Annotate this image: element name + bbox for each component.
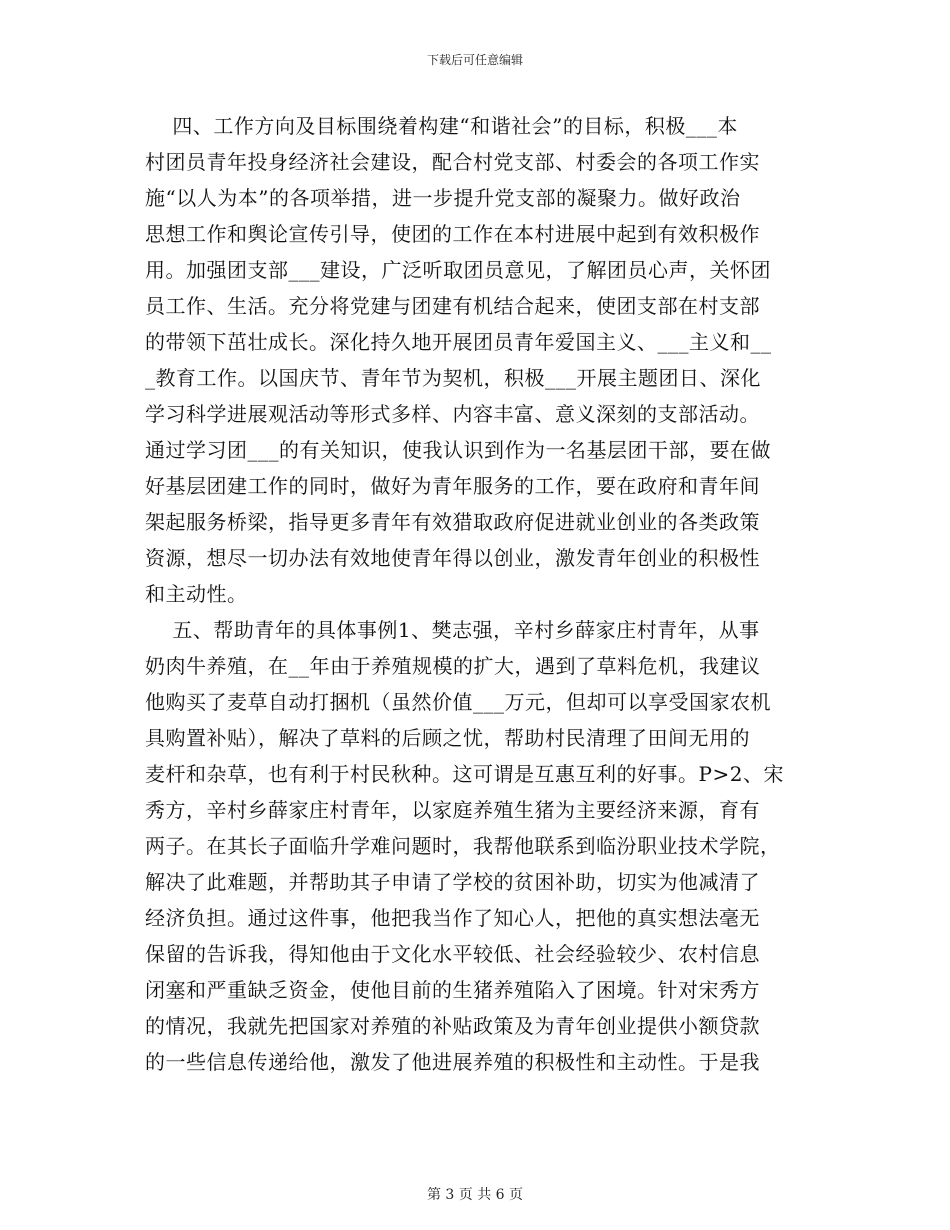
body-line: 闭塞和严重缺乏资金，使他目前的生猪养殖陷入了困境。针对宋秀方: [145, 978, 760, 1002]
body-line: 员工作、生活。充分将党建与团建有机结合起来，使团支部在村支部: [145, 294, 760, 318]
body-line: 他购买了麦草自动打捆机（虽然价值___万元，但却可以享受国家农机: [145, 690, 771, 714]
body-line: 学习科学进展观活动等形式多样、内容丰富、意义深刻的支部活动。: [145, 402, 760, 426]
body-line: 和主动性。: [145, 582, 248, 606]
body-line: 秀方，辛村乡薛家庄村青年，以家庭养殖生猪为主要经济来源，育有: [145, 798, 760, 822]
body-line: 解决了此难题，并帮助其子申请了学校的贫困补助，切实为他减清了: [145, 870, 760, 894]
body-line: 思想工作和舆论宣传引导，使团的工作在本村进展中起到有效积极作: [145, 222, 760, 246]
body-line: 村团员青年投身经济社会建设，配合村党支部、村委会的各项工作实: [145, 150, 760, 174]
body-line: 经济负担。通过这件事，他把我当作了知心人，把他的真实想法毫无: [145, 906, 760, 930]
body-line: 的一些信息传递给他，激发了他进展养殖的积极性和主动性。于是我: [145, 1050, 760, 1074]
document-body: [145, 108, 805, 1080]
body-line: 两子。在其长子面临升学难问题时，我帮他联系到临汾职业技术学院，: [145, 834, 781, 858]
body-line: 的情况，我就先把国家对养殖的补贴政策及为青年创业提供小额贷款: [145, 1014, 760, 1038]
body-line: 好基层团建工作的同时，做好为青年服务的工作，要在政府和青年间: [145, 474, 760, 498]
body-line: 四、工作方向及目标围绕着构建“和谐社会”的目标，积极___本: [145, 114, 738, 138]
page-number-footer: 第 3 页 共 6 页: [426, 1187, 524, 1203]
body-line: 具购置补贴），解决了草料的后顾之忧，帮助村民清理了田间无用的: [145, 726, 750, 750]
body-line: 的带领下茁壮成长。深化持久地开展团员青年爱国主义、___主义和__: [145, 330, 772, 354]
body-line: 用。加强团支部___建设，广泛听取团员意见，了解团员心声，关怀团: [145, 258, 771, 282]
body-line: 奶肉牛养殖，在__年由于养殖规模的扩大，遇到了草料危机，我建议: [145, 654, 761, 678]
body-line: 麦杆和杂草，也有利于村民秋种。这可谓是互惠互利的好事。P>2、宋: [145, 762, 784, 786]
page-header-note: 下载后可任意编辑: [426, 53, 523, 67]
body-line: 施“以人为本”的各项举措，进一步提升党支部的凝聚力。做好政治: [145, 186, 741, 210]
body-line: 保留的告诉我，得知他由于文化水平较低、社会经验较少、农村信息: [145, 942, 760, 966]
body-line: 五、帮助青年的具体事例1、樊志强，辛村乡薛家庄村青年，从事: [145, 618, 760, 642]
body-line: 资源，想尽一切办法有效地使青年得以创业，激发青年创业的积极性: [145, 546, 760, 570]
body-line: 通过学习团___的有关知识，使我认识到作为一名基层团干部，要在做: [145, 438, 771, 462]
body-line: _教育工作。以国庆节、青年节为契机，积极___开展主题团日、深化: [145, 366, 761, 390]
body-line: 架起服务桥梁，指导更多青年有效猎取政府促进就业创业的各类政策: [145, 510, 760, 534]
